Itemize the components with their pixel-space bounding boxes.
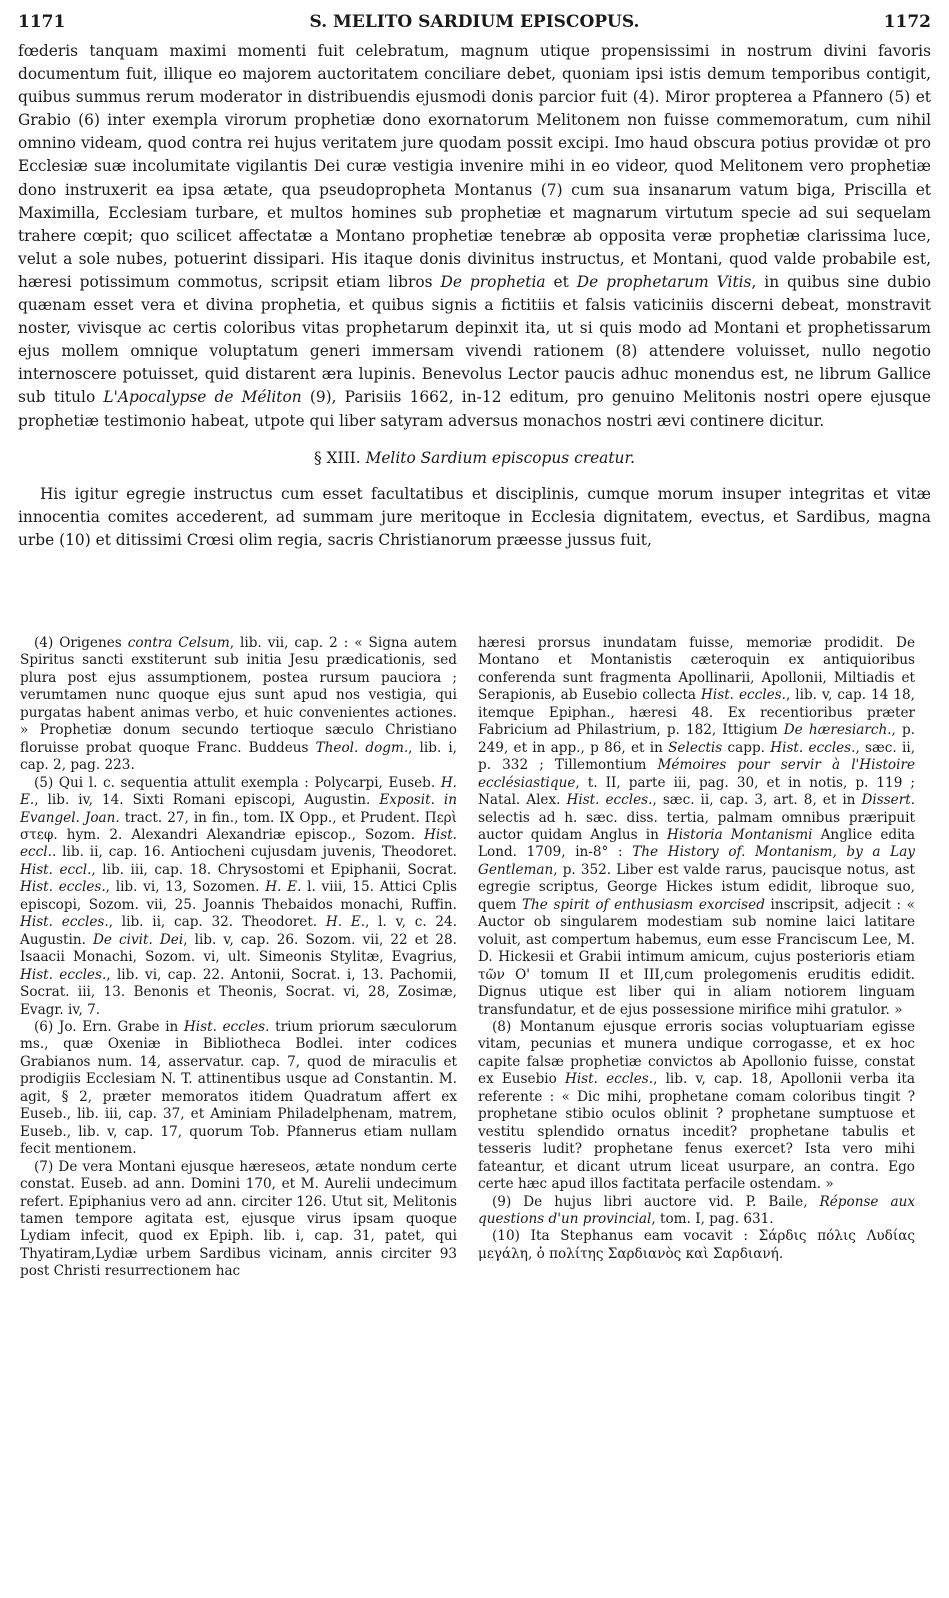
column-number-left: 1171 [18,12,66,32]
footnote-8: (8) Montanum ejusque erroris socias voluptuariam egisse vitam, pecunias et munera undique corrogasse, et ex hoc capite falsæ prophetiæ convictos ab Apollonio fuisse, constat ex Eusebio Hist. eccles., lib. v, cap. 18, Apollonii verba ita referente : « Dic mihi, prophetane comam coloribus tingit ? prophetane stibio oculos oblinit ? prophetane sumptuose et vestitu splendido ornatus incedit? prophetane tabulis et tesseris ludit? prophetane fenus exercet? Ista vero mihi fateantur, et dicant utrum liceat usurpare, an contra. Ego certe hæc apud illos factitata perfacile ostendam. » [478,1018,915,1193]
column-number-right: 1172 [883,12,931,32]
footnote-10: (10) Ita Stephanus eam vocavit : Σάρδις πόλις Λυδίας μεγάλη, ὁ πολίτης Σαρδιανὸς καὶ Σαρδιανή. [478,1228,915,1262]
paragraph: fœderis tanquam maximi momenti fuit celebratum, magnum utique propensissimi in nostrum divini favoris documentum fuit, illique eo majorem auctoritatem conciliare debet, quoniam ipsi istis demum temporibus contigit, quibus summus rerum moderator in distribuendis ejusmodi donis parcior fuit (4). Miror propterea a Pfannero (5) et Grabio (6) inter exempla virorum prophetiæ dono exornatorum Melitonem non fuisse commemoratum, cum nihil omnino videam, quod contra rei hujus veritatem jure quodam possit excipi. Imo haud obscura potius providæ ot pro Ecclesiæ suæ incolumitate vigilantis Dei curæ vestigia invenire mihi in eo videor, quod Melitonem vero prophetiæ dono instruxerit ea ipsa ætate, qua pseudopropheta Montanus (7) cum sua insanarum vatum biga, Priscilla et Maximilla, Ecclesiam turbare, et multos homines sub prophetiæ et magnarum virtutum specie ad sui sequelam trahere cœpit; quo scilicet affectatæ a Montano prophetiæ tenebræ ab opposita veræ prophetiæ clarissima luce, velut a sole nubes, potuerint dissipari. His itaque donis divinitus instructus, et Montani, quod valde probabile est, hæresi potissimum commotus, scripsit etiam libros De prophetia et De prophetarum Vitis, in quibus sine dubio quænam esset vera et divina prophetia, et quibus signis a fictitiis et falsis vaticiniis discerni debeat, monstravit noster, vivisque ac certis coloribus vitas prophetarum depinxit ita, ut si quis modo ad Montani et prophetissarum ejus mollem omnique voluptatum generi immersam vivendi rationem (8) attendere voluisset, nullo negotio internoscere potuisset, quid distarent æra lupinis. Benevolus Lector paucis adhuc monendus est, ne librum Gallice sub titulo L'Apocalypse de Méliton (9), Parisiis 1662, in-12 editum, pro genuino Melitonis nostri opere ejusque prophetiæ testimonio habeat, utpote qui liber satyram adversus monachos nostri ævi continere dicitur. [18,42,931,430]
page-header [18,12,931,38]
footnote-9: (9) De hujus libri auctore vid. P. Baile, Réponse aux questions d'un provincial, tom. I, pag. 631. [478,1193,916,1227]
running-title: S. MELITO SARDIUM EPISCOPUS. [309,12,640,32]
footnote-7: (7) De vera Montani ejusque hæreseos, ætate nondum certe constat. Euseb. ad ann. Domini 170, et M. Aurelii undecimum refert. Epiphanius vero ad ann. circiter 126. Utut sit, Melitonis tamen tempore agitata est, ejusque virus ipsam quoque Lydiam infecit, quod ex Epiph. lib. i, cap. 31, patet, qui Thyatiram,Lydiæ urbem Sardibus vicinam, annis circiter 93 post Christi resurrectionem hac [20,1158,457,1280]
main-text [18,40,931,552]
footnote-5: (5) Qui l. c. sequentia attulit exempla : Polycarpi, Euseb. H. E., lib. iv, 14. Sixti Romani episcopi, Augustin. Exposit. in Evangel. Joan. tract. 27, in fin., tom. IX Opp., et Prudent. Περὶ στεφ. hym. 2. Alexandri Alexandriæ episcop., Sozom. Hist. eccl.. lib. ii, cap. 16. Antiocheni cujusdam juvenis, Theodoret. Hist. eccl., lib. iii, cap. 18. Chrysostomi et Epiphanii, Socrat. Hist. eccles., lib. vi, 13, Sozomen. H. E. l. viii, 15. Attici Cplis episcopi, Sozom. vii, 25. Joannis Thebaidos monachi, Ruffin. Hist. eccles., lib. ii, cap. 32. Theodoret. H. E., l. v, c. 24. Augustin. De civit. Dei, lib. v, cap. 26. Sozom. vii, 22 et 28. Isaacii Monachi, Sozom. vi, ult. Simeonis Stylitæ, Evagrius, Hist. eccles., lib. vi, cap. 22. Antonii, Socrat. i, 13. Pachomii, Socrat. iii, 13. Benonis et Theonis, Socrat. vi, 28, Zosimæ, Evagr. iv, 7. [20,774,458,1018]
section-heading: § XIII. Melito Sardium episcopus creatur. [313,448,636,467]
footnote-7-continued: hæresi prorsus inundatam fuisse, memoriæ prodidit. De Montano et Montanistis cæteroquin ex antiquioribus conferenda sunt fragmenta Apollinarii, Apollonii, Miltiadis et Serapionis, ab Eusebio collecta Hist. eccles., lib. v, cap. 14 18, itemque Epiphan., hæresi 48. Ex recentioribus præter Fabricium ad Philastrium, p. 182, Ittigium De hæresiarch., p. 249, et in app., p 86, et in Selectis capp. Hist. eccles., sæc. ii, p. 332 ; Tillemontium Mémoires pour servir à l'Histoire ecclésiastique, t. II, parte iii, pag. 30, et in notis, p. 119 ; Natal. Alex. Hist. eccles., sæc. ii, cap. 3, art. 8, et in Dissert. selectis ad h. sæc. diss. tertia, palmam omnibus præripuit auctor quidam Anglus in Historia Montanismi Anglice edita Lond. 1709, in-8° : The History of. Montanism, by a Lay Gentleman, p. 352. Liber est valde rarus, paucisque notus, ast egregie scriptus, George Hickes istum edidit, libroque suo, quem The spirit of enthusiasm exorcised inscripsit, adjecit : « Auctor ob singularem modestiam sub nomine laici latitare voluit, ast compertum habemus, eum esse Franciscum Lee, M. D. Hickesii et Grabii intimum amicum, cujus posterioris etiam τῶν O' tomum II et III,cum prolegomenis eruditis edidit. Dignus utique est liber qui in aliam notiorem linguam transfundatur, et de ejus possessione mirifice mihi gratulor. » [478,635,916,1018]
footnote-4: (4) Origenes contra Celsum, lib. vii, cap. 2 : « Signa autem Spiritus sancti exstiterunt sub initia Jesu prædicationis, sed plura post ejus assumptionem, postea rursum pauciora ; verumtamen nunc quoque ejus sunt apud nos vestigia, qui purgatas habent animas verbo, et huic convenientes actiones. » Prophetiæ donum secundo tertioque sæculo Christiano floruisse probat quoque Franc. Buddeus Theol. dogm., lib. i, cap. 2, pag. 223. [20,635,457,774]
footnote-6: (6) Jo. Ern. Grabe in Hist. eccles. trium priorum sæculorum ms., quæ Oxeniæ in Bibliotheca Bodlei. inter codices Grabianos num. 14, asservatur. cap. 7, quod de miraculis et prodigiis Ecclesiam N. T. attinentibus usque ad Constantin. M. agit, § 2, præter memoratos itidem Quadratum affert ex Euseb., lib. iii, cap. 37, et Aminiam Philadelphenam, matrem, Euseb., lib. v, cap. 17, quorum Tob. Pfannerus etiam nullam fecit mentionem. [20,1018,457,1158]
footnotes-left-column [20,635,457,1281]
footnotes-right-column [478,635,915,1263]
paragraph: His igitur egregie instructus cum esset facultatibus et disciplinis, cumque morum insuper integritas et vitæ innocentia comites accederent, ad summam jure meritoque in Ecclesia dignitatem, evectus, et Sardibus, magna urbe (10) et ditissimi Crœsi olim regia, sacris Christianorum præesse jussus fuit, [18,484,931,549]
